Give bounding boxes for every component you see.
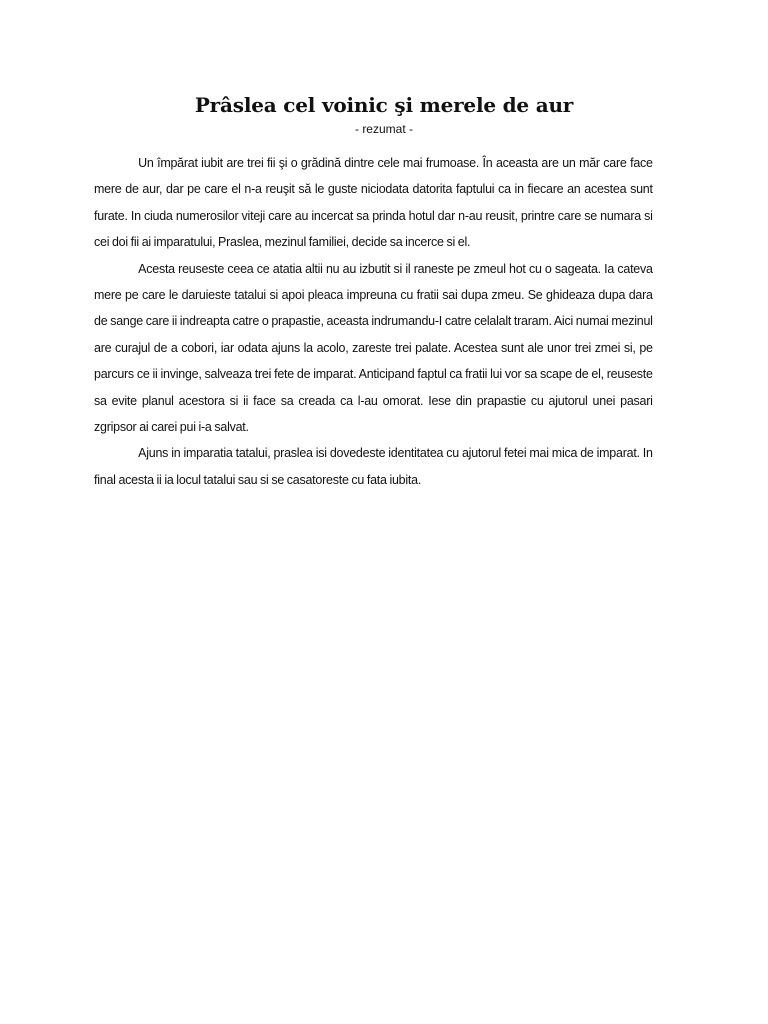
document-title: Prâslea cel voinic şi merele de aur bbox=[194, 93, 574, 117]
document-body bbox=[94, 150, 653, 493]
paragraph-2: Acesta reuseste ceea ce atatia altii nu au izbutit si il raneste pe zmeul hot cu o sageata. Ia cateva mere pe care le daruieste tatalui si apoi pleaca impreuna cu fratii sai dupa zmeu. Se ghideaza dupa dara de sange care ii indreapta catre o prapastie, aceasta indrumandu-I catre celalalt traram. Aici numai mezinul are curajul de a cobori, iar odata ajuns la acolo, zareste trei palate. Acestea sunt ale unor trei zmei si, pe parcurs ce ii invinge, salveaza trei fete de imparat. Anticipand faptul ca fratii lui vor sa scape de el, reuseste sa evite planul acestora si ii face sa creada ca l-au omorat. Iese din prapastie cu ajutorul unei pasari zgripsor ai carei pui i-a salvat. bbox=[94, 260, 653, 435]
paragraph-1: Un împărat iubit are trei fii şi o grădină dintre cele mai frumoase. În aceasta are un măr care face mere de aur, dar pe care el n-a reuşit să le guste niciodata datorita faptului ca in fiecare an acestea sunt furate. In ciuda numerosilor viteji care au incercat sa prinda hotul dar n-au reusit, printre care se numara si cei doi fii ai imparatului, Praslea, mezinul familiei, decide sa incerce si el. bbox=[94, 155, 653, 250]
paragraph-3: Ajuns in imparatia tatalui, praslea isi dovedeste identitatea cu ajutorul fetei mai mica de imparat. In final acesta ii ia locul tatalui sau si se casatoreste cu fata iubita. bbox=[94, 445, 653, 487]
document-subtitle: - rezumat - bbox=[354, 122, 413, 136]
